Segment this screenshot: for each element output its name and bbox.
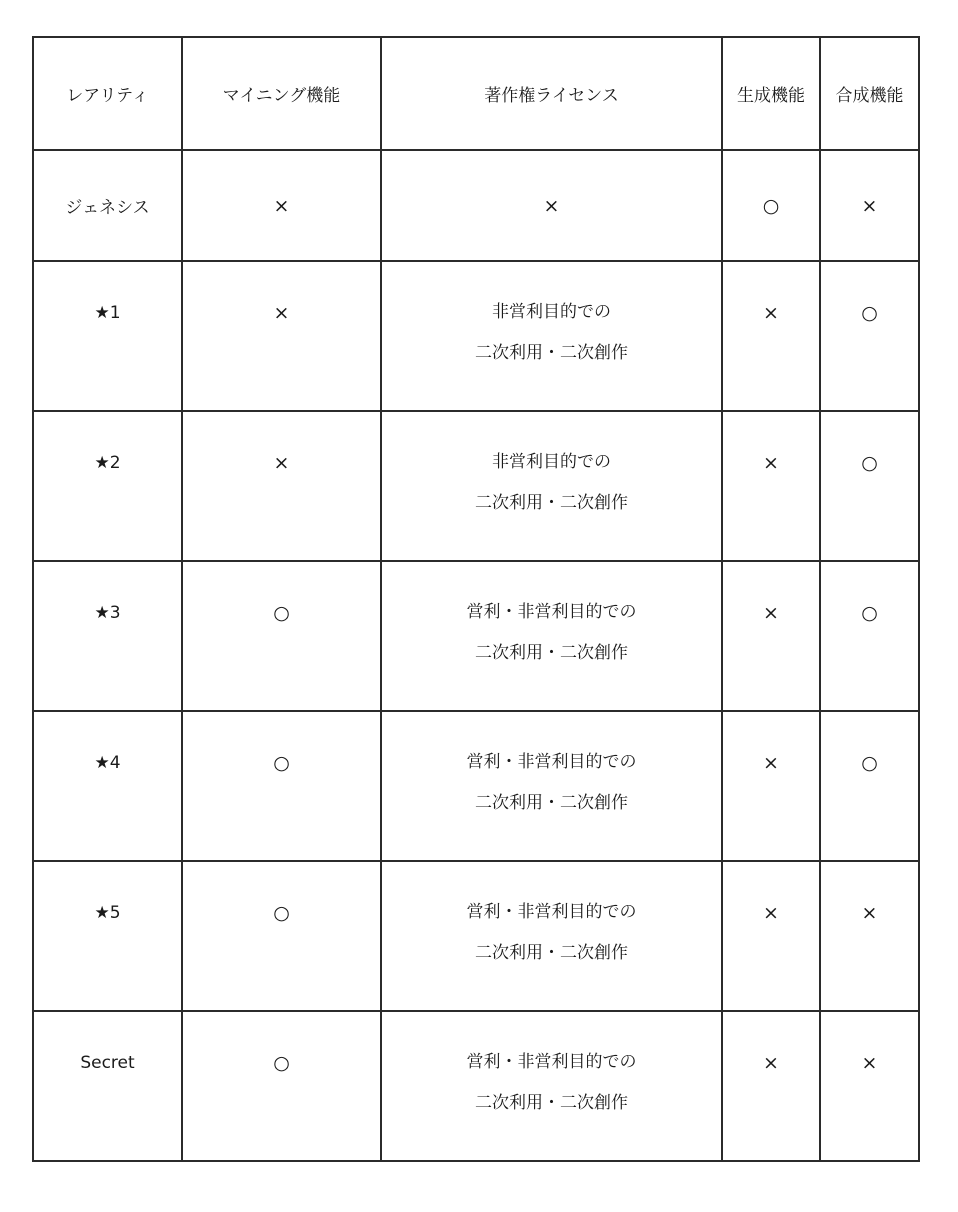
rarity-cell bbox=[33, 1011, 182, 1161]
mining-cell bbox=[182, 150, 381, 261]
license-line-1: 営利・非営利目的での bbox=[466, 1052, 637, 1072]
generation-cell bbox=[722, 150, 820, 261]
header-mining: マイニング機能 bbox=[182, 37, 381, 150]
rarity-label: ★5 bbox=[94, 903, 121, 923]
license-line-1: 営利・非営利目的での bbox=[466, 602, 637, 622]
rarity-cell bbox=[33, 411, 182, 561]
synthesis-cell bbox=[820, 1011, 919, 1161]
license-line-2: 二次利用・二次創作 bbox=[475, 1093, 628, 1113]
license-mark: × bbox=[543, 194, 560, 217]
mining-mark: ○ bbox=[273, 752, 290, 774]
license-line-1: 営利・非営利目的での bbox=[466, 902, 637, 922]
generation-cell bbox=[722, 561, 820, 711]
table-row bbox=[33, 411, 919, 561]
mining-mark: ○ bbox=[273, 1052, 290, 1074]
rarity-label: Secret bbox=[80, 1053, 135, 1073]
mining-mark: ○ bbox=[273, 602, 290, 624]
synthesis-mark: × bbox=[861, 1052, 878, 1074]
mining-cell bbox=[182, 711, 381, 861]
rarity-cell bbox=[33, 861, 182, 1011]
license-line-2: 二次利用・二次創作 bbox=[475, 643, 628, 663]
synthesis-cell bbox=[820, 711, 919, 861]
license-cell bbox=[381, 261, 722, 411]
license-line-1: 営利・非営利目的での bbox=[466, 752, 637, 772]
generation-mark: × bbox=[763, 302, 779, 324]
mining-cell bbox=[182, 1011, 381, 1161]
mining-mark: ○ bbox=[273, 902, 290, 924]
generation-cell bbox=[722, 411, 820, 561]
table-row bbox=[33, 861, 919, 1011]
generation-mark: ○ bbox=[762, 194, 780, 217]
license-cell bbox=[381, 150, 722, 261]
table-row bbox=[33, 711, 919, 861]
generation-mark: × bbox=[763, 1052, 779, 1074]
license-line-2: 二次利用・二次創作 bbox=[475, 493, 628, 513]
table-row bbox=[33, 561, 919, 711]
generation-mark: × bbox=[763, 602, 779, 624]
rarity-label: ジェネシス bbox=[65, 198, 150, 218]
synthesis-mark: ○ bbox=[861, 452, 878, 474]
license-cell bbox=[381, 561, 722, 711]
synthesis-cell bbox=[820, 561, 919, 711]
license-cell bbox=[381, 1011, 722, 1161]
synthesis-cell bbox=[820, 150, 919, 261]
mining-cell bbox=[182, 411, 381, 561]
synthesis-mark: ○ bbox=[861, 302, 878, 324]
rarity-feature-table bbox=[32, 36, 920, 1162]
table-row bbox=[33, 150, 919, 261]
table-row bbox=[33, 1011, 919, 1161]
rarity-cell bbox=[33, 261, 182, 411]
license-cell bbox=[381, 711, 722, 861]
table-row bbox=[33, 261, 919, 411]
header-license: 著作権ライセンス bbox=[381, 37, 722, 150]
license-line-1: 非営利目的での bbox=[492, 452, 611, 472]
synthesis-mark: ○ bbox=[861, 602, 878, 624]
mining-mark: × bbox=[273, 452, 290, 474]
generation-mark: × bbox=[763, 902, 779, 924]
rarity-label: ★3 bbox=[94, 603, 121, 623]
synthesis-cell bbox=[820, 411, 919, 561]
generation-cell bbox=[722, 711, 820, 861]
mining-cell bbox=[182, 261, 381, 411]
license-line-1: 非営利目的での bbox=[492, 302, 611, 322]
rarity-label: ★1 bbox=[94, 303, 121, 323]
rarity-cell bbox=[33, 561, 182, 711]
license-line-2: 二次利用・二次創作 bbox=[475, 943, 628, 963]
rarity-cell bbox=[33, 150, 182, 261]
header-rarity: レアリティ bbox=[33, 37, 182, 150]
mining-cell bbox=[182, 861, 381, 1011]
generation-mark: × bbox=[763, 752, 779, 774]
license-cell bbox=[381, 411, 722, 561]
synthesis-cell bbox=[820, 261, 919, 411]
generation-mark: × bbox=[763, 452, 779, 474]
mining-mark: × bbox=[273, 302, 290, 324]
synthesis-mark: × bbox=[861, 194, 878, 217]
generation-cell bbox=[722, 261, 820, 411]
rarity-label: ★2 bbox=[94, 453, 121, 473]
rarity-label: ★4 bbox=[94, 753, 121, 773]
generation-cell bbox=[722, 1011, 820, 1161]
mining-mark: × bbox=[273, 194, 290, 217]
rarity-cell bbox=[33, 711, 182, 861]
synthesis-cell bbox=[820, 861, 919, 1011]
synthesis-mark: ○ bbox=[861, 752, 878, 774]
table-header-row bbox=[33, 37, 919, 150]
synthesis-mark: × bbox=[861, 902, 878, 924]
license-cell bbox=[381, 861, 722, 1011]
license-line-2: 二次利用・二次創作 bbox=[475, 343, 628, 363]
header-generation: 生成機能 bbox=[722, 37, 820, 150]
header-synthesis: 合成機能 bbox=[820, 37, 919, 150]
mining-cell bbox=[182, 561, 381, 711]
generation-cell bbox=[722, 861, 820, 1011]
license-line-2: 二次利用・二次創作 bbox=[475, 793, 628, 813]
